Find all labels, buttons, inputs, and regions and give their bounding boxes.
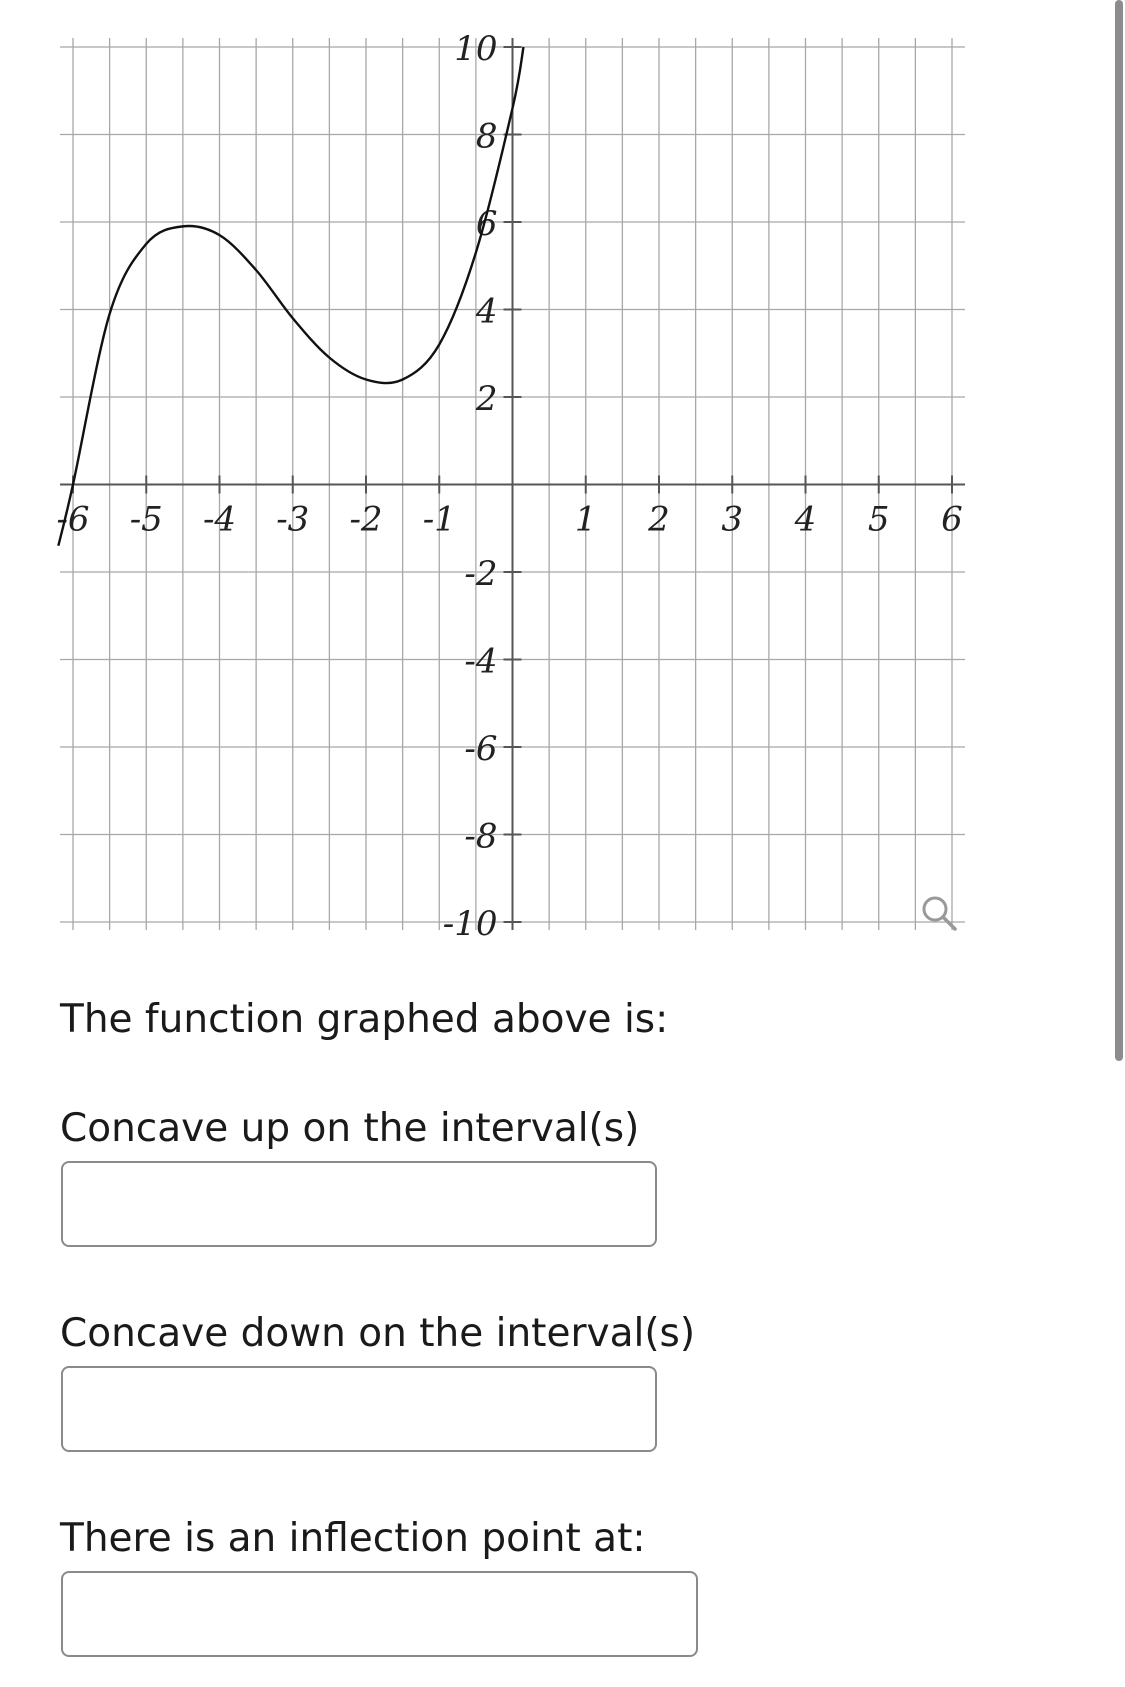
concave-up-input[interactable] <box>61 1161 657 1247</box>
inflection-label: There is an inflection point at: <box>60 1516 646 1561</box>
scrollbar[interactable] <box>1115 0 1123 1061</box>
x-tick-label: -1 <box>422 499 456 540</box>
x-tick-label: 3 <box>721 499 744 540</box>
intro-text: The function graphed above is: <box>60 997 669 1042</box>
x-tick-label: -5 <box>129 499 163 540</box>
y-tick-label: 4 <box>475 291 498 332</box>
y-tick-label: 8 <box>475 116 498 157</box>
y-tick-label: 6 <box>475 204 498 244</box>
x-tick-label: 1 <box>574 499 597 540</box>
x-tick-label: 5 <box>867 499 890 540</box>
concave-down-input[interactable] <box>61 1366 657 1452</box>
x-tick-label: -4 <box>202 499 237 540</box>
y-tick-label: -6 <box>464 729 498 769</box>
x-tick-label: -3 <box>276 499 310 540</box>
x-tick-label: -6 <box>56 499 90 540</box>
y-tick-label: -10 <box>442 904 498 940</box>
function-graph <box>0 0 1000 940</box>
y-tick-label: -4 <box>464 641 498 682</box>
magnifier-icon[interactable] <box>924 898 955 929</box>
concave-down-label: Concave down on the interval(s) <box>60 1311 696 1356</box>
x-tick-label: -2 <box>349 499 383 540</box>
x-tick-label: 6 <box>941 499 963 540</box>
x-tick-label: 4 <box>794 499 817 540</box>
y-tick-label: -8 <box>464 816 498 857</box>
function-curve <box>58 47 523 546</box>
y-tick-label: -2 <box>464 554 498 594</box>
x-tick-label: 2 <box>648 499 670 540</box>
concave-up-label: Concave up on the interval(s) <box>60 1106 640 1151</box>
inflection-input[interactable] <box>61 1571 698 1657</box>
y-tick-label: 2 <box>475 379 498 419</box>
y-tick-label: 10 <box>454 29 498 69</box>
